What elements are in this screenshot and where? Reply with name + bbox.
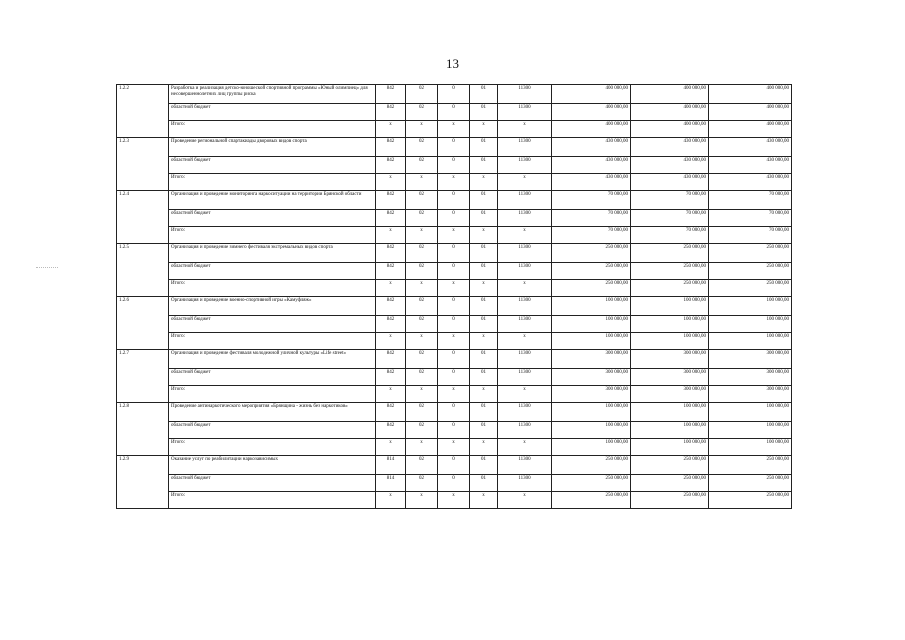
amount-column-1: 400 000,00 <box>552 85 631 104</box>
amount-column-1: 250 000,00 <box>552 475 631 492</box>
budget-table <box>116 84 792 509</box>
amount-column-1: 250 000,00 <box>552 244 631 263</box>
code-column-2: 02 <box>406 210 438 227</box>
code-column-1: 842 <box>376 104 406 121</box>
amount-column-2: 250 000,00 <box>631 263 709 280</box>
code-column-3: 0 <box>438 350 470 369</box>
item-number: 1.2.9 <box>117 456 169 509</box>
table-row <box>117 280 792 297</box>
activity-name: Организация и проведение военно-спортивной игры «Камуфляж» <box>169 297 376 316</box>
activity-name: Проведение антинаркотического мероприятия «Брянщина - жизнь без наркотиков» <box>169 403 376 422</box>
amount-column-2: 400 000,00 <box>631 121 709 138</box>
code-column-3: 0 <box>438 456 470 475</box>
code-column-4: 01 <box>470 297 498 316</box>
activity-name: Проведение региональной спартакиады дворовых видов спорта <box>169 138 376 157</box>
code-column-3: x <box>438 492 470 509</box>
code-column-5: x <box>498 121 552 138</box>
code-column-5: 11300 <box>498 244 552 263</box>
code-column-1: 842 <box>376 422 406 439</box>
funding-source: областной бюджет <box>169 422 376 439</box>
code-column-1: 842 <box>376 210 406 227</box>
margin-mark <box>36 267 58 268</box>
total-label: Итого: <box>169 227 376 244</box>
table-row <box>117 244 792 263</box>
amount-column-3: 100 000,00 <box>709 439 792 456</box>
code-column-5: x <box>498 227 552 244</box>
amount-column-2: 430 000,00 <box>631 174 709 191</box>
code-column-1: x <box>376 280 406 297</box>
table-row <box>117 492 792 509</box>
item-number: 1.2.2 <box>117 85 169 138</box>
code-column-4: x <box>470 280 498 297</box>
amount-column-3: 70 000,00 <box>709 191 792 210</box>
code-column-1: x <box>376 333 406 350</box>
code-column-5: 11300 <box>498 350 552 369</box>
table-row <box>117 403 792 422</box>
item-number: 1.2.4 <box>117 191 169 244</box>
code-column-5: 11300 <box>498 369 552 386</box>
amount-column-2: 430 000,00 <box>631 157 709 174</box>
amount-column-3: 430 000,00 <box>709 157 792 174</box>
code-column-3: 0 <box>438 369 470 386</box>
table-row <box>117 85 792 104</box>
code-column-3: 0 <box>438 138 470 157</box>
code-column-5: 11300 <box>498 85 552 104</box>
amount-column-2: 100 000,00 <box>631 297 709 316</box>
table-row <box>117 174 792 191</box>
amount-column-1: 300 000,00 <box>552 369 631 386</box>
code-column-4: 01 <box>470 316 498 333</box>
code-column-2: 02 <box>406 456 438 475</box>
code-column-3: x <box>438 386 470 403</box>
amount-column-3: 300 000,00 <box>709 350 792 369</box>
funding-source: областной бюджет <box>169 104 376 121</box>
amount-column-3: 70 000,00 <box>709 210 792 227</box>
code-column-2: 02 <box>406 297 438 316</box>
amount-column-1: 100 000,00 <box>552 439 631 456</box>
code-column-4: x <box>470 227 498 244</box>
table-row <box>117 263 792 280</box>
amount-column-3: 300 000,00 <box>709 386 792 403</box>
code-column-1: x <box>376 386 406 403</box>
total-label: Итого: <box>169 333 376 350</box>
total-label: Итого: <box>169 174 376 191</box>
amount-column-2: 70 000,00 <box>631 210 709 227</box>
code-column-3: 0 <box>438 85 470 104</box>
code-column-1: 842 <box>376 138 406 157</box>
code-column-5: 11300 <box>498 475 552 492</box>
code-column-2: 02 <box>406 422 438 439</box>
amount-column-2: 100 000,00 <box>631 422 709 439</box>
amount-column-3: 250 000,00 <box>709 475 792 492</box>
amount-column-2: 300 000,00 <box>631 350 709 369</box>
code-column-4: x <box>470 333 498 350</box>
amount-column-3: 430 000,00 <box>709 138 792 157</box>
amount-column-1: 100 000,00 <box>552 403 631 422</box>
code-column-2: x <box>406 333 438 350</box>
amount-column-1: 430 000,00 <box>552 174 631 191</box>
activity-name: Разработка и реализация детско-юношеской спортивной программы «Юный олимпиец» для несовершеннолетних лиц группы риска <box>169 85 376 104</box>
code-column-1: 842 <box>376 297 406 316</box>
funding-source: областной бюджет <box>169 316 376 333</box>
amount-column-1: 300 000,00 <box>552 350 631 369</box>
amount-column-3: 400 000,00 <box>709 85 792 104</box>
code-column-4: 01 <box>470 422 498 439</box>
activity-name: Организация и проведение зимнего фестиваля экстремальных видов спорта <box>169 244 376 263</box>
page-number: 13 <box>446 56 459 71</box>
amount-column-2: 70 000,00 <box>631 191 709 210</box>
amount-column-3: 100 000,00 <box>709 422 792 439</box>
code-column-3: 0 <box>438 244 470 263</box>
funding-source: областной бюджет <box>169 263 376 280</box>
code-column-5: 11300 <box>498 104 552 121</box>
amount-column-1: 100 000,00 <box>552 333 631 350</box>
amount-column-2: 100 000,00 <box>631 316 709 333</box>
code-column-2: 02 <box>406 191 438 210</box>
code-column-1: x <box>376 492 406 509</box>
code-column-1: 842 <box>376 403 406 422</box>
amount-column-2: 250 000,00 <box>631 280 709 297</box>
code-column-2: x <box>406 492 438 509</box>
code-column-2: x <box>406 174 438 191</box>
table-row <box>117 350 792 369</box>
code-column-5: 11300 <box>498 456 552 475</box>
amount-column-1: 250 000,00 <box>552 492 631 509</box>
code-column-5: 11300 <box>498 210 552 227</box>
funding-source: областной бюджет <box>169 475 376 492</box>
amount-column-3: 400 000,00 <box>709 104 792 121</box>
item-number: 1.2.8 <box>117 403 169 456</box>
code-column-4: x <box>470 439 498 456</box>
code-column-3: 0 <box>438 157 470 174</box>
code-column-4: 01 <box>470 138 498 157</box>
funding-source: областной бюджет <box>169 157 376 174</box>
item-number: 1.2.5 <box>117 244 169 297</box>
code-column-4: 01 <box>470 263 498 280</box>
table-row <box>117 104 792 121</box>
amount-column-2: 250 000,00 <box>631 244 709 263</box>
code-column-2: x <box>406 227 438 244</box>
amount-column-1: 70 000,00 <box>552 191 631 210</box>
code-column-1: 842 <box>376 316 406 333</box>
amount-column-1: 430 000,00 <box>552 157 631 174</box>
activity-name: Организация и проведение мониторинга наркоситуации на территории Брянской области <box>169 191 376 210</box>
code-column-3: x <box>438 280 470 297</box>
code-column-5: 11300 <box>498 157 552 174</box>
code-column-3: x <box>438 439 470 456</box>
code-column-5: 11300 <box>498 403 552 422</box>
amount-column-1: 250 000,00 <box>552 456 631 475</box>
amount-column-1: 100 000,00 <box>552 316 631 333</box>
code-column-4: x <box>470 121 498 138</box>
code-column-1: 842 <box>376 263 406 280</box>
amount-column-3: 100 000,00 <box>709 333 792 350</box>
code-column-5: x <box>498 386 552 403</box>
table-row <box>117 227 792 244</box>
activity-name: Оказание услуг по реабилитации наркозависимых <box>169 456 376 475</box>
code-column-4: 01 <box>470 157 498 174</box>
code-column-1: 842 <box>376 157 406 174</box>
code-column-5: x <box>498 280 552 297</box>
table-row <box>117 456 792 475</box>
code-column-1: 842 <box>376 85 406 104</box>
item-number: 1.2.6 <box>117 297 169 350</box>
code-column-1: 842 <box>376 244 406 263</box>
code-column-3: x <box>438 333 470 350</box>
code-column-5: x <box>498 174 552 191</box>
amount-column-3: 250 000,00 <box>709 492 792 509</box>
code-column-4: 01 <box>470 85 498 104</box>
code-column-3: 0 <box>438 316 470 333</box>
item-number: 1.2.3 <box>117 138 169 191</box>
table-row <box>117 422 792 439</box>
table-row <box>117 121 792 138</box>
code-column-3: x <box>438 121 470 138</box>
amount-column-1: 250 000,00 <box>552 263 631 280</box>
code-column-1: x <box>376 121 406 138</box>
table-row <box>117 316 792 333</box>
code-column-2: 02 <box>406 244 438 263</box>
amount-column-3: 100 000,00 <box>709 403 792 422</box>
code-column-4: 01 <box>470 475 498 492</box>
code-column-5: 11300 <box>498 138 552 157</box>
amount-column-3: 70 000,00 <box>709 227 792 244</box>
code-column-2: 02 <box>406 350 438 369</box>
amount-column-3: 100 000,00 <box>709 316 792 333</box>
code-column-5: 11300 <box>498 297 552 316</box>
code-column-4: 01 <box>470 456 498 475</box>
code-column-2: x <box>406 439 438 456</box>
code-column-1: 842 <box>376 191 406 210</box>
amount-column-3: 430 000,00 <box>709 174 792 191</box>
amount-column-2: 300 000,00 <box>631 386 709 403</box>
table-row <box>117 369 792 386</box>
code-column-4: x <box>470 386 498 403</box>
amount-column-3: 250 000,00 <box>709 456 792 475</box>
amount-column-3: 250 000,00 <box>709 244 792 263</box>
amount-column-1: 250 000,00 <box>552 280 631 297</box>
table-row <box>117 210 792 227</box>
code-column-3: 0 <box>438 475 470 492</box>
code-column-2: 02 <box>406 157 438 174</box>
code-column-3: 0 <box>438 297 470 316</box>
code-column-4: 01 <box>470 244 498 263</box>
table-row <box>117 157 792 174</box>
code-column-4: 01 <box>470 403 498 422</box>
code-column-2: 02 <box>406 263 438 280</box>
table-row <box>117 386 792 403</box>
code-column-2: 02 <box>406 369 438 386</box>
activity-name: Организация и проведение фестиваля молодежной уличной культуры «Life street» <box>169 350 376 369</box>
table-row <box>117 439 792 456</box>
table-row <box>117 191 792 210</box>
amount-column-3: 250 000,00 <box>709 280 792 297</box>
total-label: Итого: <box>169 439 376 456</box>
amount-column-2: 400 000,00 <box>631 85 709 104</box>
code-column-1: x <box>376 439 406 456</box>
code-column-2: 02 <box>406 104 438 121</box>
amount-column-2: 250 000,00 <box>631 492 709 509</box>
code-column-2: x <box>406 386 438 403</box>
code-column-3: 0 <box>438 210 470 227</box>
amount-column-2: 100 000,00 <box>631 403 709 422</box>
code-column-3: x <box>438 174 470 191</box>
code-column-4: 01 <box>470 210 498 227</box>
code-column-1: x <box>376 227 406 244</box>
code-column-5: x <box>498 492 552 509</box>
amount-column-3: 100 000,00 <box>709 297 792 316</box>
amount-column-3: 400 000,00 <box>709 121 792 138</box>
amount-column-1: 100 000,00 <box>552 297 631 316</box>
amount-column-3: 250 000,00 <box>709 263 792 280</box>
amount-column-1: 100 000,00 <box>552 422 631 439</box>
table-row <box>117 297 792 316</box>
code-column-2: x <box>406 280 438 297</box>
code-column-1: 814 <box>376 456 406 475</box>
code-column-1: 842 <box>376 369 406 386</box>
item-number: 1.2.7 <box>117 350 169 403</box>
total-label: Итого: <box>169 280 376 297</box>
total-label: Итого: <box>169 121 376 138</box>
amount-column-2: 400 000,00 <box>631 104 709 121</box>
code-column-3: 0 <box>438 104 470 121</box>
code-column-3: 0 <box>438 403 470 422</box>
funding-source: областной бюджет <box>169 210 376 227</box>
table-row <box>117 333 792 350</box>
code-column-4: x <box>470 492 498 509</box>
amount-column-2: 100 000,00 <box>631 439 709 456</box>
code-column-4: 01 <box>470 104 498 121</box>
table-row <box>117 138 792 157</box>
code-column-1: x <box>376 174 406 191</box>
code-column-4: 01 <box>470 350 498 369</box>
code-column-5: 11300 <box>498 191 552 210</box>
code-column-4: 01 <box>470 369 498 386</box>
code-column-5: 11300 <box>498 263 552 280</box>
code-column-2: 02 <box>406 316 438 333</box>
table-row <box>117 475 792 492</box>
code-column-4: x <box>470 174 498 191</box>
amount-column-2: 100 000,00 <box>631 333 709 350</box>
amount-column-3: 300 000,00 <box>709 369 792 386</box>
amount-column-2: 70 000,00 <box>631 227 709 244</box>
total-label: Итого: <box>169 386 376 403</box>
code-column-3: x <box>438 227 470 244</box>
amount-column-2: 250 000,00 <box>631 456 709 475</box>
amount-column-2: 250 000,00 <box>631 475 709 492</box>
code-column-5: x <box>498 333 552 350</box>
amount-column-1: 300 000,00 <box>552 386 631 403</box>
code-column-5: 11300 <box>498 422 552 439</box>
total-label: Итого: <box>169 492 376 509</box>
code-column-3: 0 <box>438 263 470 280</box>
code-column-2: 02 <box>406 475 438 492</box>
amount-column-1: 400 000,00 <box>552 121 631 138</box>
funding-source: областной бюджет <box>169 369 376 386</box>
code-column-1: 814 <box>376 475 406 492</box>
amount-column-1: 70 000,00 <box>552 210 631 227</box>
code-column-2: 02 <box>406 85 438 104</box>
code-column-5: x <box>498 439 552 456</box>
amount-column-1: 70 000,00 <box>552 227 631 244</box>
code-column-3: 0 <box>438 422 470 439</box>
amount-column-2: 430 000,00 <box>631 138 709 157</box>
code-column-4: 01 <box>470 191 498 210</box>
code-column-2: 02 <box>406 403 438 422</box>
amount-column-1: 400 000,00 <box>552 104 631 121</box>
code-column-2: x <box>406 121 438 138</box>
code-column-3: 0 <box>438 191 470 210</box>
code-column-5: 11300 <box>498 316 552 333</box>
code-column-2: 02 <box>406 138 438 157</box>
code-column-1: 842 <box>376 350 406 369</box>
amount-column-2: 300 000,00 <box>631 369 709 386</box>
amount-column-1: 430 000,00 <box>552 138 631 157</box>
